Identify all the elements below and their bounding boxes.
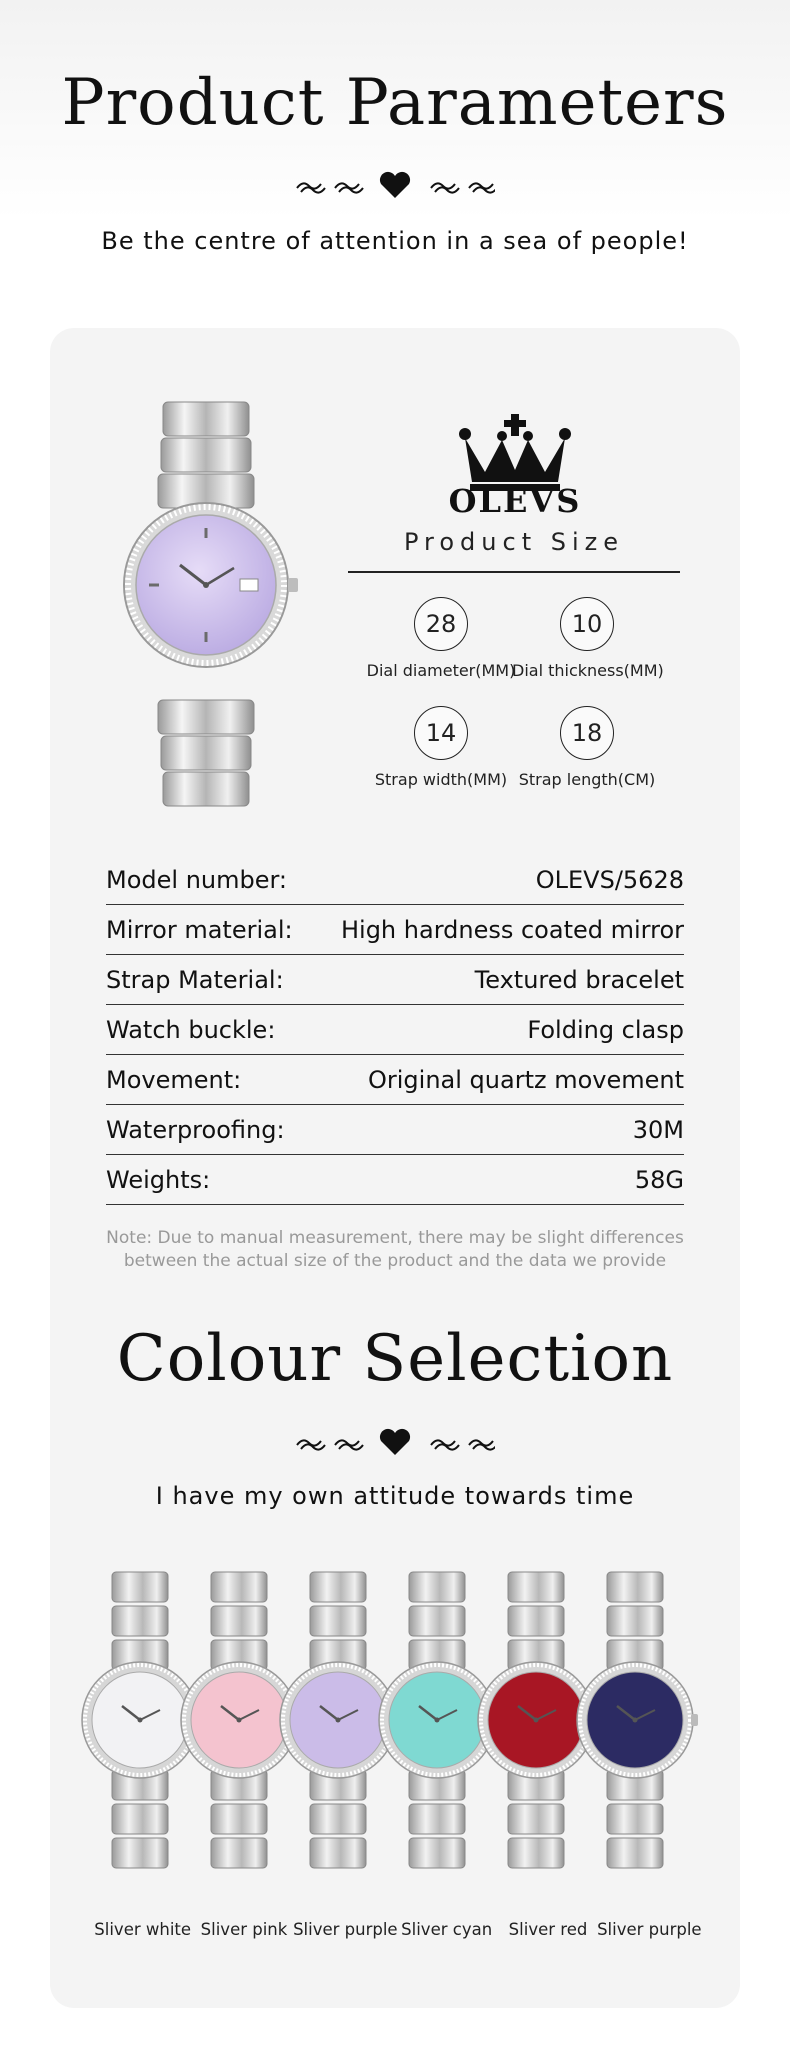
spec-value: Original quartz movement (368, 1065, 684, 1094)
spec-label: Waterproofing: (106, 1115, 285, 1144)
spec-value: High hardness coated mirror (340, 915, 684, 944)
colour-section-subtitle: I have my own attitude towards time (155, 1482, 635, 1510)
colour-option-label: Sliver cyan (401, 1920, 493, 1939)
spec-value: OLEVS/5628 (535, 865, 684, 894)
divider (348, 571, 680, 573)
colour-option-label: Sliver purple (597, 1920, 702, 1939)
metric-dial-diameter (366, 597, 516, 680)
metric-value: 10 (560, 597, 614, 651)
colour-labels (92, 1920, 700, 1944)
spec-value: Textured bracelet (474, 965, 684, 994)
metric-dial-thickness (512, 597, 662, 680)
spec-label: Strap Material: (106, 965, 284, 994)
metric-value: 14 (414, 706, 468, 760)
colour-option-label: Sliver white (94, 1920, 192, 1939)
colour-option-label: Sliver pink (200, 1920, 288, 1939)
note-line: Note: Due to manual measurement, there may be slight differences (106, 1228, 684, 1248)
colour-section-title: Colour Selection (116, 1322, 674, 1396)
spec-table (106, 855, 684, 1205)
page-title: Product Parameters (61, 66, 729, 140)
colour-option-label: Sliver purple (293, 1920, 398, 1939)
spec-value: 58G (634, 1165, 684, 1194)
spec-row (106, 1005, 684, 1055)
colour-watch (577, 1572, 698, 1868)
spec-row (106, 855, 684, 905)
note-line: between the actual size of the product and the data we provide (123, 1251, 667, 1271)
wave-heart-ornament-icon (295, 1427, 495, 1457)
measurement-note (60, 1227, 730, 1273)
spec-row (106, 1105, 684, 1155)
colour-lineup-image (75, 1570, 715, 1870)
metric-label: Dial diameter(MM) (366, 661, 516, 680)
brand-name: OLEVS (448, 482, 582, 520)
spec-row (106, 905, 684, 955)
spec-value: Folding clasp (527, 1015, 684, 1044)
watch-product-image (118, 400, 298, 810)
spec-label: Movement: (106, 1065, 242, 1094)
spec-value: 30M (632, 1115, 684, 1144)
spec-label: Weights: (106, 1165, 211, 1194)
spec-label: Model number: (106, 865, 288, 894)
product-size-heading: Product Size (403, 528, 625, 556)
page-subtitle: Be the centre of attention in a sea of people! (101, 227, 689, 255)
metric-label: Strap length(CM) (518, 770, 656, 789)
spec-label: Mirror material: (106, 915, 293, 944)
metric-strap-length (512, 706, 662, 789)
wave-heart-ornament-icon (295, 170, 495, 200)
metric-label: Strap width(MM) (374, 770, 508, 789)
metric-strap-width (366, 706, 516, 789)
metric-value: 28 (414, 597, 468, 651)
colour-option-label: Sliver red (508, 1920, 588, 1939)
metric-label: Dial thickness(MM) (512, 661, 664, 680)
spec-row (106, 1155, 684, 1205)
spec-row (106, 1055, 684, 1105)
spec-label: Watch buckle: (106, 1015, 276, 1044)
spec-row (106, 955, 684, 1005)
metric-value: 18 (560, 706, 614, 760)
